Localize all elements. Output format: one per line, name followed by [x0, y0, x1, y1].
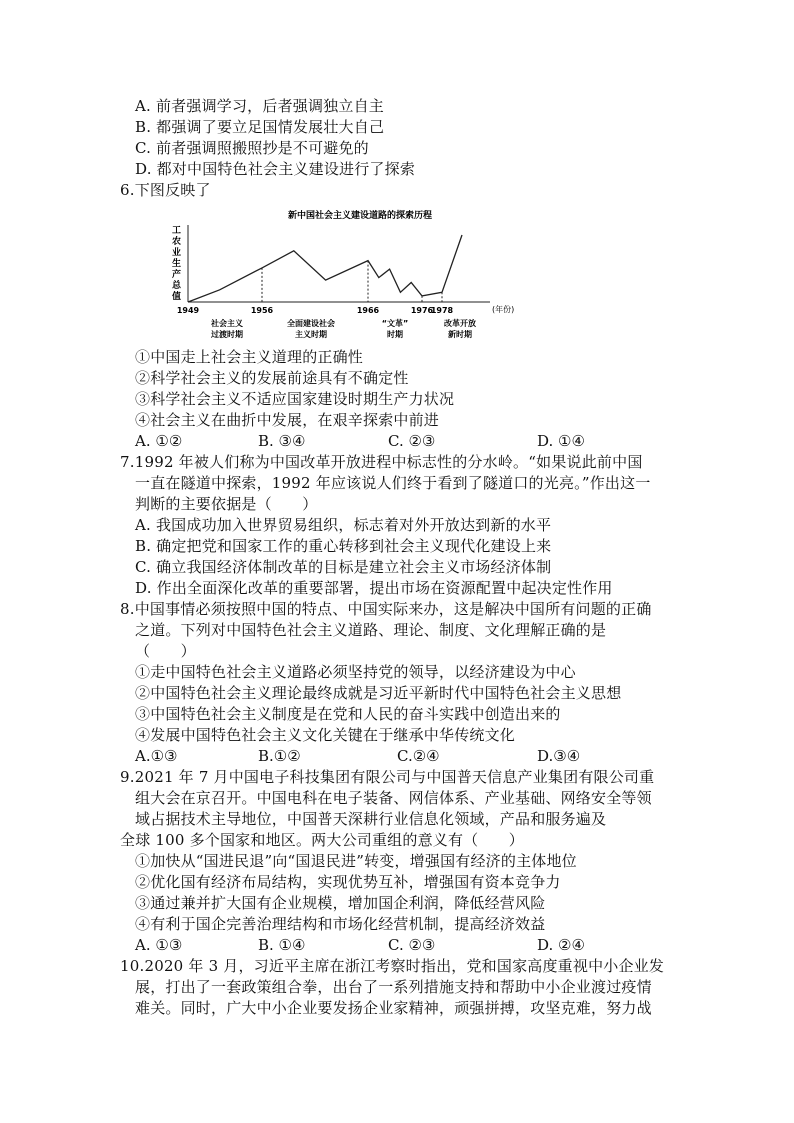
- q6-answer-b: B. ③④: [258, 432, 306, 450]
- q9-answer-b: B. ①④: [258, 936, 306, 954]
- chart-x-tick-1976: 1976: [410, 306, 434, 315]
- q8-answer-d: D.③④: [537, 747, 581, 765]
- chart-title: 新中国社会主义建设道路的探索历程: [287, 211, 433, 221]
- chart-series-line: [188, 235, 462, 302]
- q10-stem-line-1: 10.2020 年 3 月，习近平主席在浙江考察时指出，党和国家高度重视中小企业发: [120, 957, 665, 975]
- q6-item-3: ③科学社会主义不适应国家建设时期生产力状况: [135, 390, 455, 408]
- q8-stem-line-1: 8.中国事情必须按照中国的特点、中国实际来办，这是解决中国所有问题的正确: [120, 600, 652, 618]
- q7-option-d: D. 作出全面深化改革的重要部署，提出市场在资源配置中起决定性作用: [135, 579, 613, 597]
- q9-answer-c: C. ②③: [388, 936, 436, 954]
- chart-period-label-4: 改革开放: [444, 319, 476, 328]
- chart-period-label-3: 时期: [387, 330, 403, 339]
- q7-stem-line-1: 7.1992 年被人们称为中国改革开放进程中标志性的分水岭。“如果说此前中国: [120, 453, 643, 471]
- chart-period-label-2: 主义时期: [295, 330, 327, 339]
- q8-stem-line-2: 之道。下列对中国特色社会主义道路、理论、制度、文化理解正确的是: [135, 621, 607, 639]
- q7-stem-line-2: 一直在隧道中探索，1992 年应该说人们终于看到了隧道口的光亮。”作出这一: [135, 474, 651, 492]
- chart-y-axis-label-char: 总: [172, 281, 182, 291]
- chart-period-label-4: 新时期: [448, 330, 472, 339]
- q6-answer-d: D. ①④: [537, 432, 585, 450]
- chart-period-label-1: 过渡时期: [211, 330, 243, 339]
- q9-stem-line-4: 全球 100 多个国家和地区。两大公司重组的意义有（ ）: [120, 831, 524, 849]
- chart-x-tick-1949: 1949: [176, 306, 200, 315]
- chart-period-label-3: “文革”: [381, 319, 409, 328]
- q10-stem-line-3: 难关。同时，广大中小企业要发扬企业家精神，顽强拼搏，攻坚克难，努力战: [135, 999, 652, 1017]
- chart-x-tick-1956: 1956: [250, 306, 274, 315]
- chart-x-axis-label: (年份): [492, 305, 515, 314]
- chart-y-axis-label-char: 农: [172, 237, 182, 247]
- q8-item-4: ④发展中国特色社会主义文化关键在于继承中华传统文化: [135, 726, 516, 744]
- chart-y-axis-label-char: 业: [172, 248, 182, 258]
- q5-option-d: D. 都对中国特色社会主义建设进行了探索: [135, 160, 416, 178]
- chart-y-axis-label: [172, 225, 182, 302]
- q7-stem-line-3: 判断的主要依据是（ ）: [135, 495, 318, 513]
- chart-y-axis-label-char: 生: [172, 259, 182, 269]
- q9-item-4: ④有利于国企完善治理结构和市场化经营机制，提高经济效益: [135, 915, 546, 933]
- q9-answer-a: A. ①③: [135, 936, 183, 954]
- q8-stem-line-3: （ ）: [135, 642, 196, 660]
- q6-answer-a: A. ①②: [135, 432, 183, 450]
- exploration-chart-svg: [170, 207, 525, 342]
- q9-item-1: ①加快从“国进民退”向“国退民进”转变，增强国有经济的主体地位: [135, 852, 577, 870]
- q8-item-3: ③中国特色社会主义制度是在党和人民的奋斗实践中创造出来的: [135, 705, 561, 723]
- q9-stem-line-3: 域占据技术主导地位，中国普天深耕行业信息化领域，产品和服务遍及: [135, 810, 607, 828]
- q9-answer-d: D. ②④: [537, 936, 585, 954]
- chart-period-label-1: 社会主义: [211, 319, 243, 328]
- chart-x-tick-1978: 1978: [430, 306, 454, 315]
- q9-stem-line-2: 组大会在京召开。中国电科在电子装备、网信体系、产业基础、网络安全等领: [135, 789, 652, 807]
- q6-answer-c: C. ②③: [388, 432, 436, 450]
- chart-y-axis-label-char: 产: [172, 270, 182, 280]
- q9-item-3: ③通过兼并扩大国有企业规模，增加国企利润，降低经营风险: [135, 894, 546, 912]
- q6-item-4: ④社会主义在曲折中发展，在艰辛探索中前进: [135, 411, 440, 429]
- q5-option-c: C. 前者强调照搬照抄是不可避免的: [135, 139, 369, 157]
- chart-y-axis-label-char: 工: [172, 226, 182, 236]
- q7-option-c: C. 确立我国经济体制改革的目标是建立社会主义市场经济体制: [135, 558, 552, 576]
- q8-item-1: ①走中国特色社会主义道路必须坚持党的领导，以经济建设为中心: [135, 663, 576, 681]
- q6-stem: 6.下图反映了: [120, 181, 211, 199]
- q6-item-1: ①中国走上社会主义道理的正确性: [135, 348, 364, 366]
- chart-period-label-2: 全面建设社会: [287, 319, 335, 328]
- q5-option-a: A. 前者强调学习，后者强调独立自主: [135, 97, 384, 115]
- q7-option-b: B. 确定把党和国家工作的重心转移到社会主义现代化建设上来: [135, 537, 552, 555]
- chart-y-axis-label-char: 值: [172, 292, 182, 302]
- chart-x-tick-1966: 1966: [356, 306, 380, 315]
- q9-item-2: ②优化国有经济布局结构，实现优势互补，增强国有资本竞争力: [135, 873, 561, 891]
- q8-answer-c: C.②④: [397, 747, 440, 765]
- q5-option-b: B. 都强调了要立足国情发展壮大自己: [135, 118, 385, 136]
- q8-answer-b: B.①②: [258, 747, 301, 765]
- q6-item-2: ②科学社会主义的发展前途具有不确定性: [135, 369, 409, 387]
- q7-option-a: A. 我国成功加入世界贸易组织，标志着对外开放达到新的水平: [135, 516, 552, 534]
- q10-stem-line-2: 展，打出了一套政策组合拳，出台了一系列措施支持和帮助中小企业渡过疫情: [135, 978, 652, 996]
- q8-answer-a: A.①③: [135, 747, 178, 765]
- q9-stem-line-1: 9.2021 年 7 月中国电子科技集团有限公司与中国普天信息产业集团有限公司重: [120, 768, 655, 786]
- q8-item-2: ②中国特色社会主义理论最终成就是习近平新时代中国特色社会主义思想: [135, 684, 622, 702]
- exploration-chart: [170, 207, 525, 342]
